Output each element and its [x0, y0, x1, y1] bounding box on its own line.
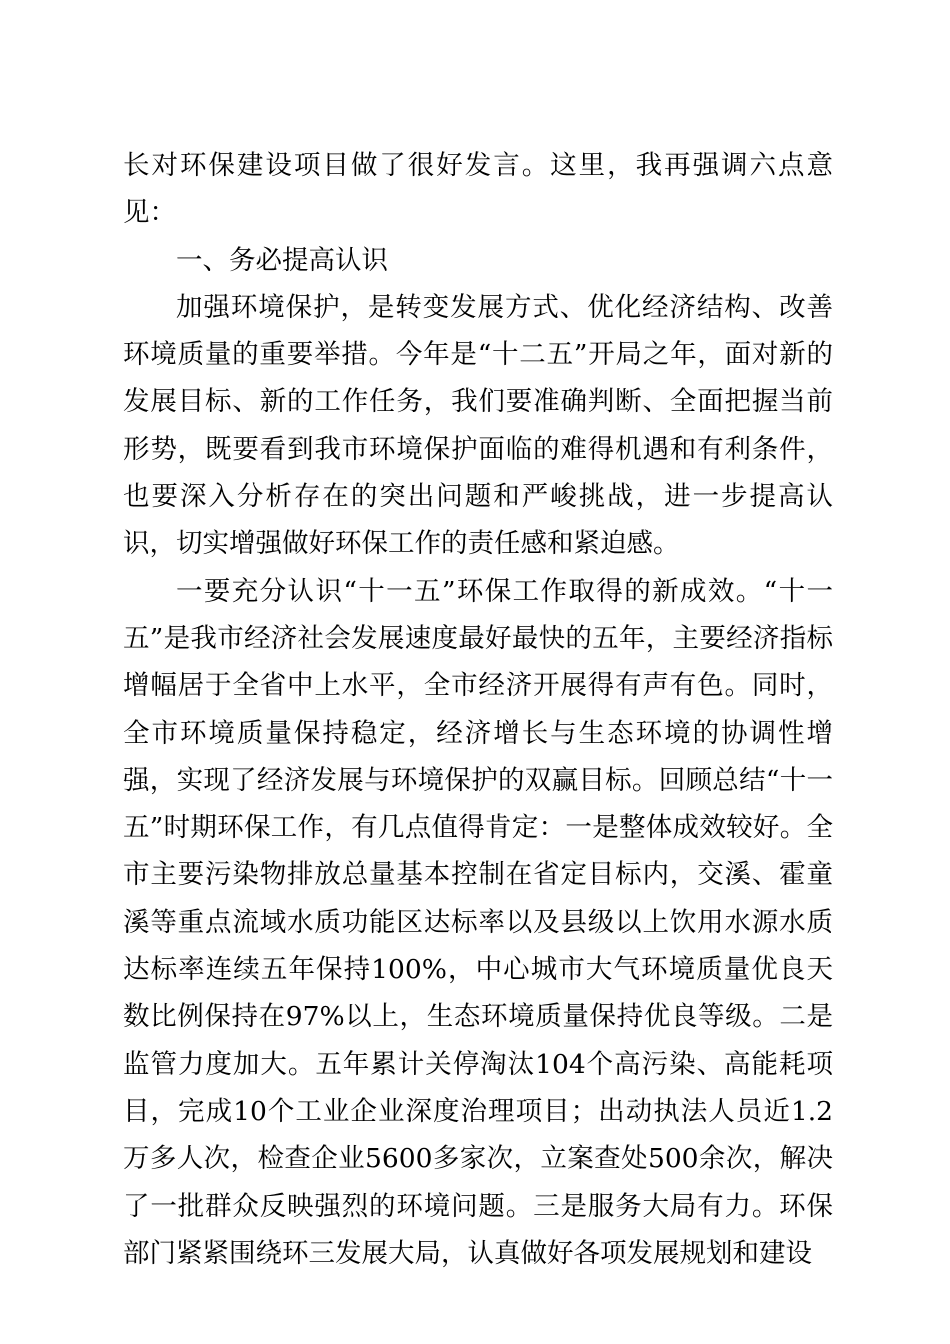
paragraph: 一要充分认识“十一五”环保工作取得的新成效。“十一五”是我市经济社会发展速度最好最快的五年，主要经济指标增幅居于全省中上水平，全市经济开展得有声有色。同时，全市环境质量保持稳定，经济增长与生态环境的协调性增强，实现了经济发展与环境保护的双赢目标。回顾总结“十一五”时期环保工作，有几点值得肯定：一是整体成效较好。全市主要污染物排放总量基本控制在省定目标内，交溪、霍童溪等重点流域水质功能区达标率以及县级以上饮用水源水质达标率连续五年保持100%，中心城市大气环境质量优良天数比例保持在97%以上，生态环境质量保持优良等级。二是监管力度加大。五年累计关停淘汰104个高污染、高能耗项目，完成10个工业企业深度治理项目；出动执法人员近1.2万多人次，检查企业5600多家次，立案查处500余次，解决了一批群众反映强烈的环境问题。三是服务大局有力。环保部门紧紧围绕环三发展大局，认真做好各项发展规划和建设: [123, 575, 833, 1269]
paragraph: 加强环境保护，是转变发展方式、优化经济结构、改善环境质量的重要举措。今年是“十二五”开局之年，面对新的发展目标、新的工作任务，我们要准确判断、全面把握当前形势，既要看到我市环境保护面临的难得机遇和有利条件，也要深入分析存在的突出问题和严峻挑战，进一步提高认识，切实增强做好环保工作的责任感和紧迫感。: [123, 291, 833, 560]
paragraph-continuation: 长对环保建设项目做了很好发言。这里，我再强调六点意见：: [123, 150, 833, 229]
body-text: [123, 142, 833, 1277]
section-heading: 一、务必提高认识: [176, 244, 388, 276]
